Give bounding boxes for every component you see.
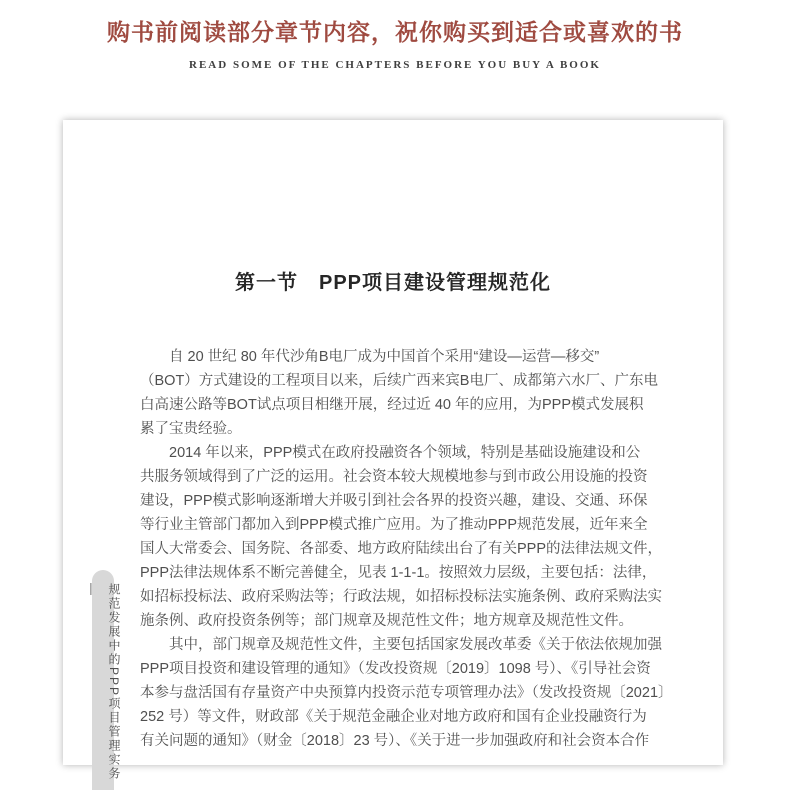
- text-line: 如招标投标法、政府采购法等；行政法规，如招标投标法实施条例、政府采购法实: [140, 589, 662, 605]
- paragraph: [140, 441, 663, 633]
- text-line: 其中，部门规章及规范性文件，主要包括国家发展改革委《关于依法依规加强: [169, 637, 662, 653]
- text-line: 有关问题的通知》（财金〔2018〕23 号）、《关于进一步加强政府和社会资本合作: [140, 733, 650, 749]
- section-title: 第一节 PPP项目建设管理规范化: [234, 272, 552, 294]
- text-line: 2014 年以来，PPP模式在政府投融资各个领域，特别是基础设施建设和公: [169, 445, 641, 461]
- book-page-scan: [63, 120, 723, 782]
- text-line: 共服务领域得到了广泛的运用。社会资本较大规模地参与到市政公用设施的投资: [140, 469, 648, 485]
- page-body: [140, 345, 673, 753]
- text-line: 施条例、政府投资条例等；部门规章及规范性文件；地方规章及规范性文件。: [140, 613, 633, 629]
- text-line: （BOT）方式建设的工程项目以来，后续广西来宾B电厂、成都第六水厂、广东电: [140, 373, 658, 389]
- text-line: 白高速公路等BOT试点项目相继开展，经过近 40 年的应用，为PPP模式发展积: [140, 397, 644, 413]
- book-title-side-tab: [85, 570, 121, 790]
- text-line: 国人大常委会、国务院、各部委、地方政府陆续出台了有关PPP的法律法规文件，: [140, 541, 663, 557]
- banner-subtitle: READ SOME OF THE CHAPTERS BEFORE YOU BUY A BOOK: [189, 59, 601, 71]
- paragraph: [140, 345, 658, 441]
- text-line: PPP项目投资和建设管理的通知》（发改投资规〔2019〕1098 号）、《引导社会资: [140, 661, 651, 677]
- preview-banner: [0, 0, 790, 71]
- book-title-side-tab-label: 规范发展中的PPP项目管理实务—: [85, 583, 121, 782]
- text-line: 建设，PPP模式影响逐渐增大并吸引到社会各界的投资兴趣，建设、交通、环保: [140, 493, 648, 509]
- text-line: 累了宝贵经验。: [140, 421, 242, 437]
- banner-title: 购书前阅读部分章节内容，祝你购买到适合或喜欢的书: [107, 19, 683, 45]
- paragraph: [140, 633, 673, 753]
- text-line: PPP法律法规体系不断完善健全，见表 1-1-1。按照效力层级，主要包括：法律，: [140, 565, 657, 581]
- text-line: 本参与盘活国有存量资产中央预算内投资示范专项管理办法》（发改投资规〔2021〕: [140, 685, 673, 701]
- text-line: 252 号）等文件，财政部《关于规范金融企业对地方政府和国有企业投融资行为: [140, 709, 647, 725]
- text-line: 等行业主管部门都加入到PPP模式推广应用。为了推动PPP规范发展，近年来全: [140, 517, 648, 533]
- text-line: 自 20 世纪 80 年代沙角B电厂成为中国首个采用“建设—运营—移交”: [169, 349, 600, 365]
